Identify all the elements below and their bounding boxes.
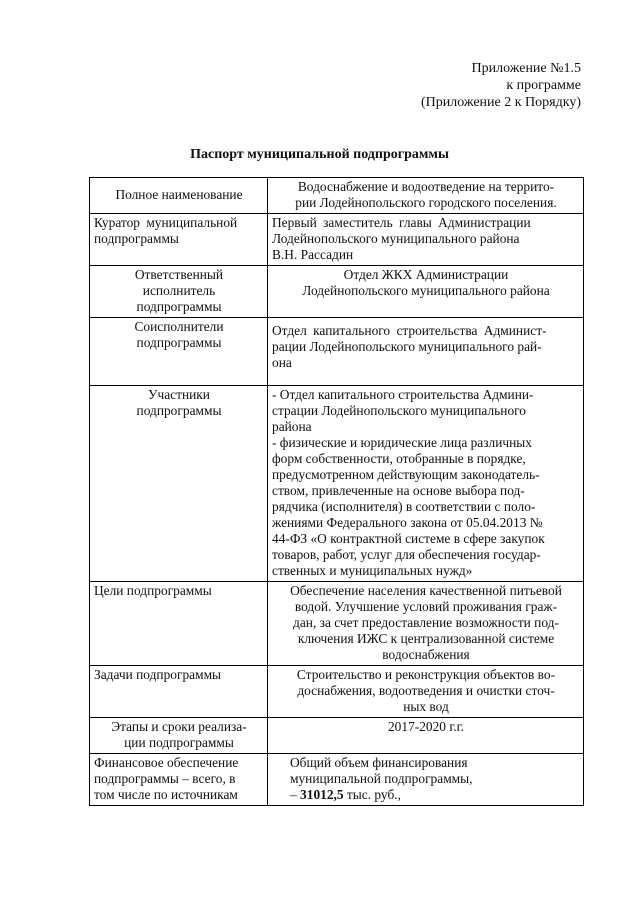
value-line: - Отдел капитального строительства Админи- xyxy=(272,387,534,402)
value-cell xyxy=(268,754,584,806)
value-line: Отдел капитального строительства Админист- xyxy=(272,323,547,338)
label-line: подпрограммы – всего, в xyxy=(94,771,236,786)
value-line: Водоснабжение и водоотведение на террито- xyxy=(297,179,555,194)
appendix-order: (Приложение 2 к Порядку) xyxy=(420,95,581,110)
table-row-tasks xyxy=(90,666,584,718)
value-line: района xyxy=(272,419,312,434)
label-line: Соисполнители xyxy=(134,319,224,334)
table-row-financing xyxy=(90,754,584,806)
value-line: В.Н. Рассадин xyxy=(272,247,354,262)
appendix-reference xyxy=(421,60,581,111)
value-line: доснабжения, водоотведения и очистки сточ- xyxy=(297,683,555,698)
value-line: Обеспечение населения качественной питьевой xyxy=(290,583,562,598)
table-row-participants xyxy=(90,386,584,582)
passport-table xyxy=(89,177,584,806)
value-line: Общий объем финансирования xyxy=(290,755,468,770)
value-line: предусмотренном действующим законодатель- xyxy=(272,467,540,482)
value-line: водоснабжения xyxy=(382,647,470,662)
value-cell xyxy=(268,386,584,582)
value-line: Лодейнопольского муниципального района xyxy=(272,231,520,246)
value-line: Отдел ЖКХ Администрации xyxy=(343,267,509,282)
label-line: Участники xyxy=(148,387,210,402)
label-line: подпрограммы xyxy=(136,335,222,350)
label-line: Куратор муниципальной xyxy=(94,215,238,230)
label-line: Финансовое обеспечение xyxy=(94,755,239,770)
label-cell xyxy=(90,386,268,582)
label-line: Ответственный xyxy=(134,267,224,282)
value-line: жениями Федерального закона от 05.04.2013 № xyxy=(272,515,543,530)
value-line: дан, за счет предоставление возможности под- xyxy=(293,615,559,630)
value-line: - физические и юридические лица различных xyxy=(272,435,532,450)
value-line: ключения ИЖС к централизованной системе xyxy=(297,631,555,646)
table-row-full-name xyxy=(90,178,584,214)
value-line: форм собственности, отобранные в порядке, xyxy=(272,451,526,466)
label-cell xyxy=(90,214,268,266)
value-line-total xyxy=(290,787,580,803)
label-cell xyxy=(90,718,268,754)
total-unit: тыс. руб., xyxy=(343,787,401,802)
label-cell xyxy=(90,318,268,386)
value-cell xyxy=(268,318,584,386)
appendix-program: к программе xyxy=(506,78,581,93)
table-row-responsible xyxy=(90,266,584,318)
label-cell xyxy=(90,754,268,806)
value-line: ством, привлеченные на основе выбора под- xyxy=(272,483,525,498)
table-row-coexecutors xyxy=(90,318,584,386)
label-line: подпрограммы xyxy=(136,403,222,418)
value-line: муниципальной подпрограммы, xyxy=(290,771,473,786)
label-line: Цели подпрограммы xyxy=(94,583,212,598)
label-line: Задачи подпрограммы xyxy=(94,667,222,682)
document-title: Паспорт муниципальной подпрограммы xyxy=(190,147,449,162)
value-cell xyxy=(268,266,584,318)
label-cell xyxy=(90,266,268,318)
label-line: подпрограммы xyxy=(94,231,179,246)
value-line: 2017-2020 г.г. xyxy=(387,719,465,734)
table-row-goals xyxy=(90,582,584,666)
value-cell xyxy=(268,718,584,754)
label-line: том числе по источникам xyxy=(94,787,238,802)
value-cell xyxy=(268,214,584,266)
value-line: страции Лодейнопольского муниципального xyxy=(272,403,526,418)
value-cell xyxy=(268,582,584,666)
total-dash: – xyxy=(290,787,301,802)
label-line: исполнитель xyxy=(142,283,216,298)
value-line: ных вод xyxy=(403,699,449,714)
value-cell xyxy=(268,178,584,214)
value-line: рядчика (исполнителя) в соответствии с поло- xyxy=(272,499,536,514)
value-line: товаров, работ, услуг для обеспечения государ- xyxy=(272,547,541,562)
value-line: рии Лодейнопольского городского поселения. xyxy=(295,195,557,210)
table-row-curator xyxy=(90,214,584,266)
label-cell xyxy=(90,666,268,718)
label-line: ции подпрограммы xyxy=(124,735,234,750)
value-line: Строительство и реконструкция объектов во- xyxy=(296,667,556,682)
label-line: Полное наименование xyxy=(115,187,243,202)
label-line: Этапы и сроки реализа- xyxy=(111,719,247,734)
value-line: водой. Улучшение условий проживания граж- xyxy=(294,599,558,614)
value-line: 44-ФЗ «О контрактной системе в сфере закупок xyxy=(272,531,545,546)
value-line: ственных и муниципальных нужд» xyxy=(272,563,473,578)
table-row-stages xyxy=(90,718,584,754)
label-line: подпрограммы xyxy=(136,299,222,314)
label-cell xyxy=(90,178,268,214)
appendix-number: Приложение №1.5 xyxy=(471,61,581,76)
value-line: Первый заместитель главы Администрации xyxy=(272,215,531,230)
value-line: Лодейнопольского муниципального района xyxy=(302,283,550,298)
value-line: рации Лодейнопольского муниципального рай- xyxy=(272,339,542,354)
value-line: она xyxy=(272,355,292,370)
total-amount: 31012,5 xyxy=(300,787,344,802)
value-cell xyxy=(268,666,584,718)
label-cell xyxy=(90,582,268,666)
